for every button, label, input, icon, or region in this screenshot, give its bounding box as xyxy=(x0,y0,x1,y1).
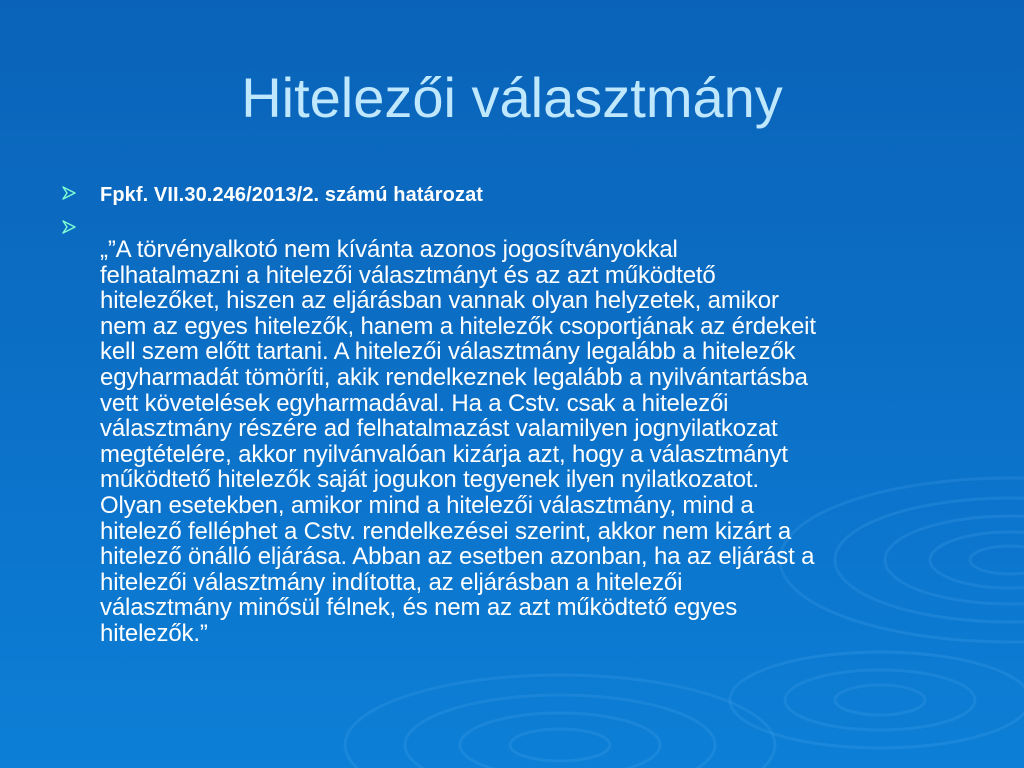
bullet-list xyxy=(62,181,982,647)
arrow-bullet-icon xyxy=(62,186,76,200)
bullet-item-quote xyxy=(62,215,982,647)
slide-title: Hitelezői választmány xyxy=(241,66,783,129)
arrow-bullet-icon xyxy=(62,220,76,234)
ruling-reference: Fpkf. VII.30.246/2013/2. számú határozat xyxy=(100,184,484,206)
ruling-quote: „”A törvényalkotó nem kívánta azonos jogosítványokkal felhatalmazni a hitelezői választmányt és az azt működtető hitelezőket, hiszen az eljárásban vannak olyan helyzetek, amikor nem az egyes hitelezők, hanem a hitelezők csoportjának az érdekeit kell szem előtt tartani. A hitelezői választmány legalább a hitelezők egyharmadát tömöríti, akik rendelkeznek legalább a nyilvántartásba vett követelések egyharmadával. Ha a Cstv. csak a hitelezői választmány részére ad felhatalmazást valamilyen jognyilatkozat megtételére, akkor nyilvánvalóan kizárja azt, hogy a választmányt működtető hitelezők saját jogukon tegyenek ilyen nyilatkozatot. Olyan esetekben, amikor mind a hitelezői választmány, mind a hitelező felléphet a Cstv. rendelkezései szerint, akkor nem kizárt a hitelező önálló eljárása. Abban az esetben azonban, ha az eljárást a hitelezői választmány indította, az eljárásban a hitelezői választmány minősül félnek, és nem az azt működtető egyes hitelezők.” xyxy=(100,236,816,647)
bullet-item-ruling xyxy=(62,181,982,209)
